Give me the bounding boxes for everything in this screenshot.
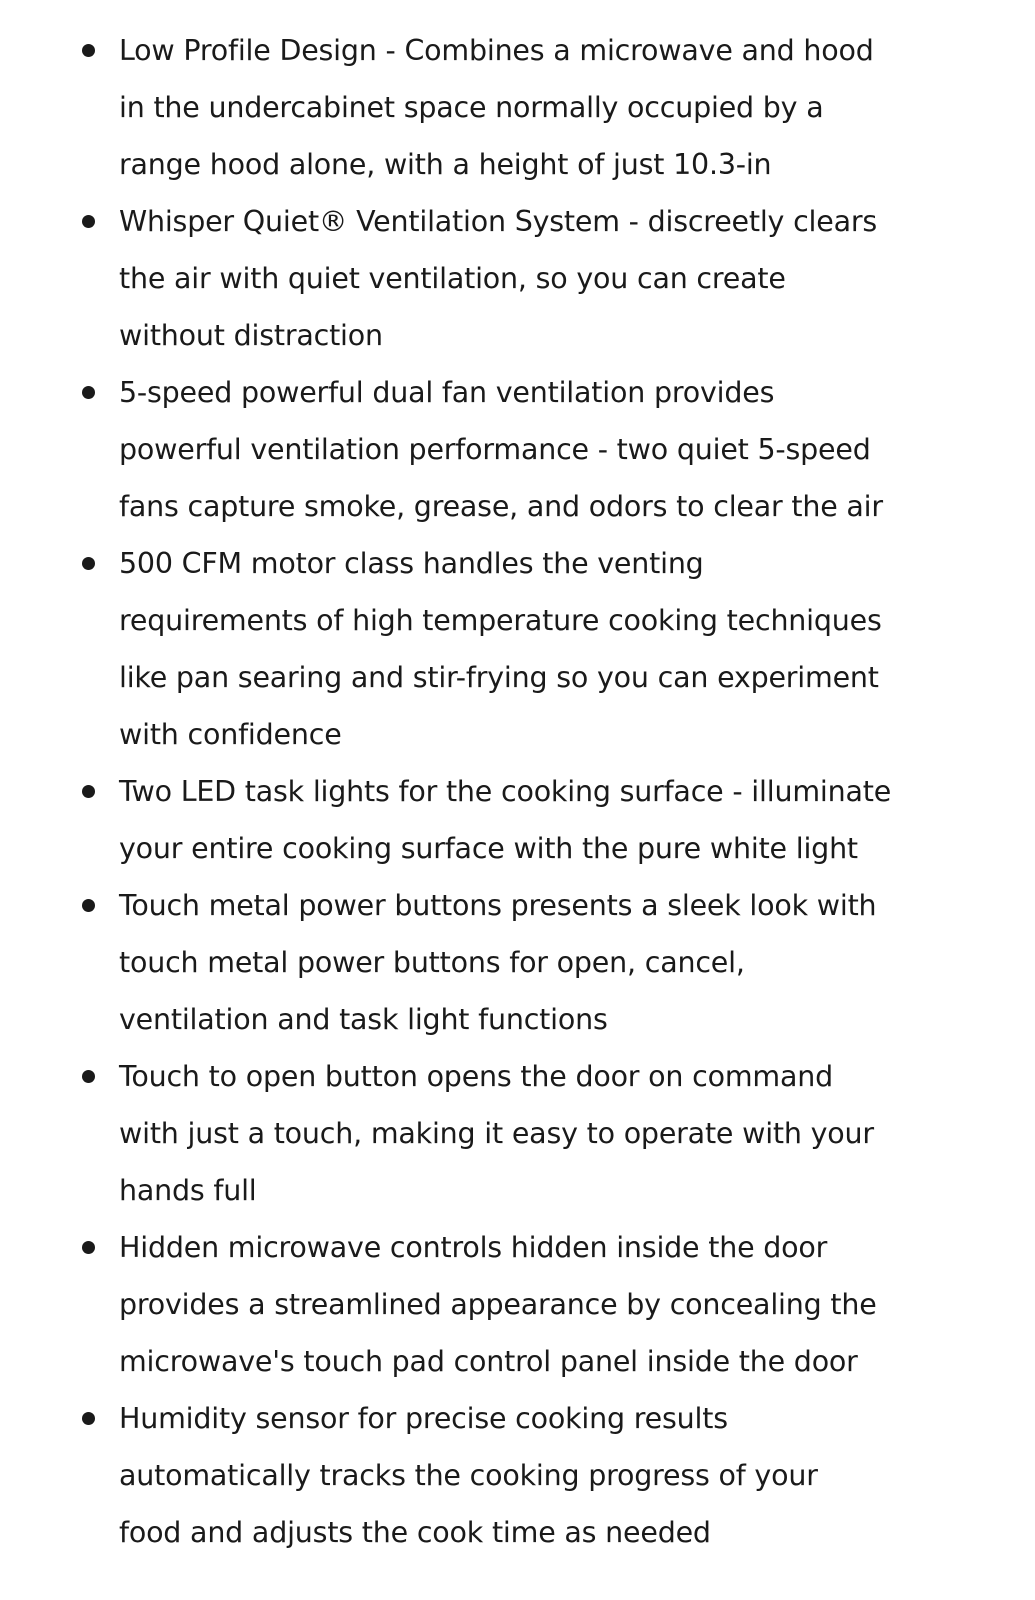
- list-item-text-line: Whisper Quiet® Ventilation System - discreetly clears: [119, 205, 878, 238]
- list-item-text-line: Two LED task lights for the cooking surface - illuminate: [119, 775, 892, 808]
- bullet-icon: [82, 215, 95, 228]
- list-item-text-line: Touch to open button opens the door on command: [119, 1060, 833, 1093]
- list-item-text-line: hands full: [119, 1174, 257, 1207]
- list-item-text-line: your entire cooking surface with the pure white light: [119, 832, 858, 865]
- list-item: [0, 1048, 1035, 1219]
- list-item-text-line: Hidden microwave controls hidden inside the door: [119, 1231, 828, 1264]
- list-item: [0, 763, 1035, 877]
- bullet-icon: [82, 557, 95, 570]
- list-item-text-line: like pan searing and stir-frying so you can experiment: [119, 661, 879, 694]
- list-item: [0, 22, 1035, 193]
- list-item: [0, 877, 1035, 1048]
- list-item-text-line: 500 CFM motor class handles the venting: [119, 547, 704, 580]
- list-item-text-line: 5-speed powerful dual fan ventilation provides: [119, 376, 775, 409]
- bullet-icon: [82, 899, 95, 912]
- list-item-text-line: with confidence: [119, 718, 342, 751]
- list-item-text-line: Touch metal power buttons presents a sleek look with: [119, 889, 877, 922]
- list-item-text-line: food and adjusts the cook time as needed: [119, 1516, 711, 1549]
- list-item-text-line: fans capture smoke, grease, and odors to clear the air: [119, 490, 883, 523]
- list-item-text-line: Low Profile Design - Combines a microwave and hood: [119, 34, 874, 67]
- list-item-text-line: with just a touch, making it easy to operate with your: [119, 1117, 874, 1150]
- list-item-text-line: requirements of high temperature cooking techniques: [119, 604, 882, 637]
- list-item-text-line: automatically tracks the cooking progress of your: [119, 1459, 818, 1492]
- list-item-text-line: in the undercabinet space normally occupied by a: [119, 91, 824, 124]
- list-item: [0, 1390, 1035, 1561]
- bullet-icon: [82, 785, 95, 798]
- list-item-text-line: range hood alone, with a height of just 10.3-in: [119, 148, 772, 181]
- list-item-text-line: without distraction: [119, 319, 383, 352]
- list-item-text-line: provides a streamlined appearance by concealing the: [119, 1288, 877, 1321]
- list-item-text-line: powerful ventilation performance - two quiet 5-speed: [119, 433, 871, 466]
- list-item: [0, 193, 1035, 364]
- list-item-text-line: Humidity sensor for precise cooking results: [119, 1402, 728, 1435]
- list-item-text-line: ventilation and task light functions: [119, 1003, 608, 1036]
- bullet-icon: [82, 1412, 95, 1425]
- list-item: [0, 364, 1035, 535]
- list-item: [0, 535, 1035, 763]
- list-item: [0, 1219, 1035, 1390]
- bullet-icon: [82, 44, 95, 57]
- bullet-icon: [82, 386, 95, 399]
- bullet-icon: [82, 1241, 95, 1254]
- bullet-icon: [82, 1070, 95, 1083]
- list-item-text-line: the air with quiet ventilation, so you can create: [119, 262, 786, 295]
- list-item-text-line: microwave's touch pad control panel inside the door: [119, 1345, 858, 1378]
- list-item-text-line: touch metal power buttons for open, cancel,: [119, 946, 745, 979]
